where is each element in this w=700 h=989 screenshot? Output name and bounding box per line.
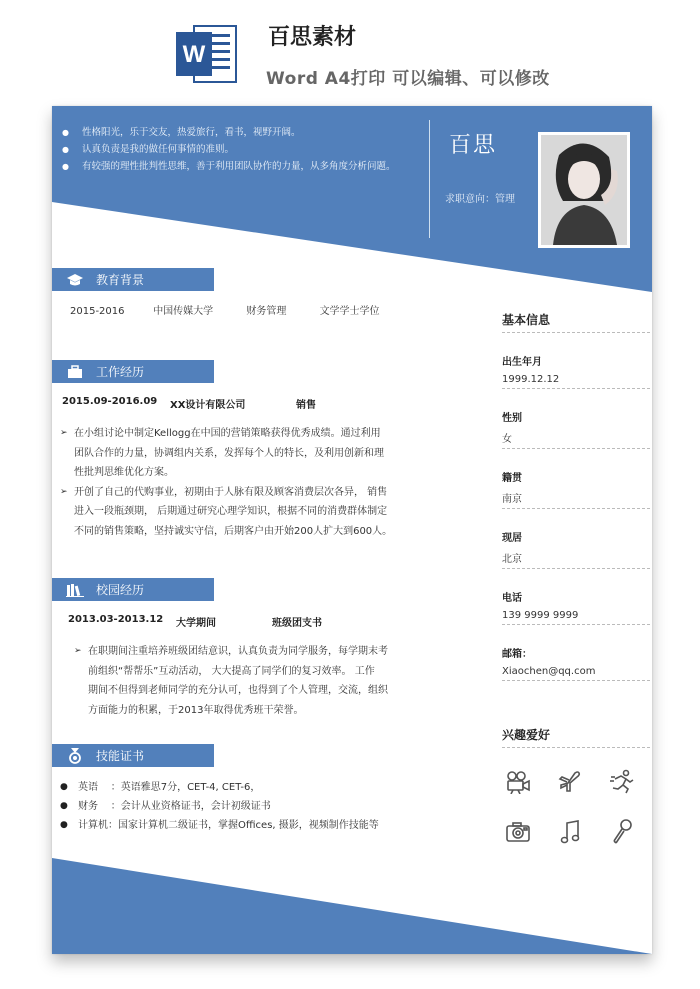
film-camera-icon: [504, 768, 532, 796]
info-hometown: 籍贯 南京: [502, 469, 650, 509]
education-major: 财务管理: [246, 306, 287, 317]
word-logo-icon: [172, 20, 240, 88]
hobbies-grid: [504, 768, 648, 846]
campus-stage: 大学期间: [176, 618, 216, 629]
books-icon: [62, 583, 88, 597]
work-bullet: ➢ 开创了自己的代购事业，初期由于人脉有限及顾客消费层次各异， 销售 进入一段瓶颈期， 后期通过研究心理学知识，根据不同的消费群体制定 不同的销售策略，坚持诚实守信，后期客户由开始200人扩大到600人。: [52, 483, 392, 542]
brand-subtitle: Word A4打印 可以编辑、可以修改: [266, 69, 550, 89]
work-period: 2015.09-2016.09: [62, 396, 158, 407]
info-birth: 出生年月 1999.12.12: [502, 353, 650, 389]
section-skills-header: [52, 744, 214, 767]
candidate-name: 百思: [449, 133, 498, 158]
campus-bullet: ➢ 在职期间注重培养班级团结意识，认真负责为同学服务，每学期末考 前组织“帮帮乐”互动活动， 大大提高了同学们的复习效率。 工作 期间不但得到老师同学的充分认可，也得到了个人管理，交流，组织 方面能力的积累，于2013年取得优秀班干荣誉。: [66, 642, 388, 720]
education-school: 中国传媒大学: [153, 306, 214, 317]
self-intro-list: [62, 124, 437, 175]
job-intent: 求职意向：管理: [445, 194, 515, 205]
section-title: 校园经历: [96, 583, 145, 597]
campus-bullet-list: [66, 642, 388, 720]
intro-item: ● 认真负责是我的做任何事情的准则。: [62, 141, 437, 158]
section-campus-header: [52, 578, 214, 601]
intro-item: ● 有较强的理性批判性思维，善于利用团队协作的力量，从多角度分析问题。: [62, 158, 437, 175]
section-title: 工作经历: [96, 365, 145, 379]
skill-item: ● 计算机：国家计算机二级证书，掌握Offices, 摄影，视频制作技能等: [60, 816, 379, 835]
header-divider: [429, 120, 430, 238]
section-title: 技能证书: [96, 749, 145, 763]
resume-page: [52, 106, 652, 954]
info-gender: 性别 女: [502, 409, 650, 449]
microphone-icon: [608, 818, 636, 846]
briefcase-icon: [62, 365, 88, 379]
work-bullet: ➢ 在小组讨论中制定Kellogg在中国的营销策略获得优秀成绩。通过利用 团队合作的力量，协调组内关系，发挥每个人的特长，及利用创新和理 性批判思维优化方案。: [52, 424, 392, 483]
section-education-header: [52, 268, 214, 291]
brand-title: 百思素材: [268, 25, 357, 50]
hobbies-title: 兴趣爱好: [502, 726, 650, 748]
campus-role: 班级团支书: [272, 618, 322, 629]
skills-list: [60, 778, 379, 835]
section-title: 教育背景: [96, 273, 145, 287]
info-phone: 电话 139 9999 9999: [502, 589, 650, 625]
info-email: 邮箱： Xiaochen@qq.com: [502, 645, 650, 681]
info-residence: 现居 北京: [502, 529, 650, 569]
campus-period: 2013.03-2013.12: [68, 614, 164, 625]
airplane-icon: [556, 768, 584, 796]
work-role: 销售: [296, 400, 316, 411]
education-period: 2015-2016: [70, 306, 125, 317]
intro-item: ● 性格阳光，乐于交友，热爱旅行，看书，视野开阔。: [62, 124, 437, 141]
education-degree: 文学学士学位: [319, 306, 380, 317]
camera-icon: [504, 818, 532, 846]
skill-item: ● 财务 ：会计从业资格证书，会计初级证书: [60, 797, 379, 816]
svg-text:W: W: [182, 41, 206, 68]
music-note-icon: [556, 818, 584, 846]
profile-photo: [538, 132, 630, 248]
basic-info-panel: [502, 311, 650, 681]
medal-icon: [62, 748, 88, 764]
section-work-header: [52, 360, 214, 383]
basic-info-title: 基本信息: [502, 311, 650, 333]
education-row: [70, 302, 380, 317]
work-bullet-list: [52, 424, 392, 541]
work-company: XX设计有限公司: [170, 400, 246, 411]
graduation-cap-icon: [62, 273, 88, 287]
brand-header: [0, 0, 700, 100]
skill-item: ● 英语 ：英语雅思7分，CET-4, CET-6，: [60, 778, 379, 797]
running-icon: [608, 768, 636, 796]
